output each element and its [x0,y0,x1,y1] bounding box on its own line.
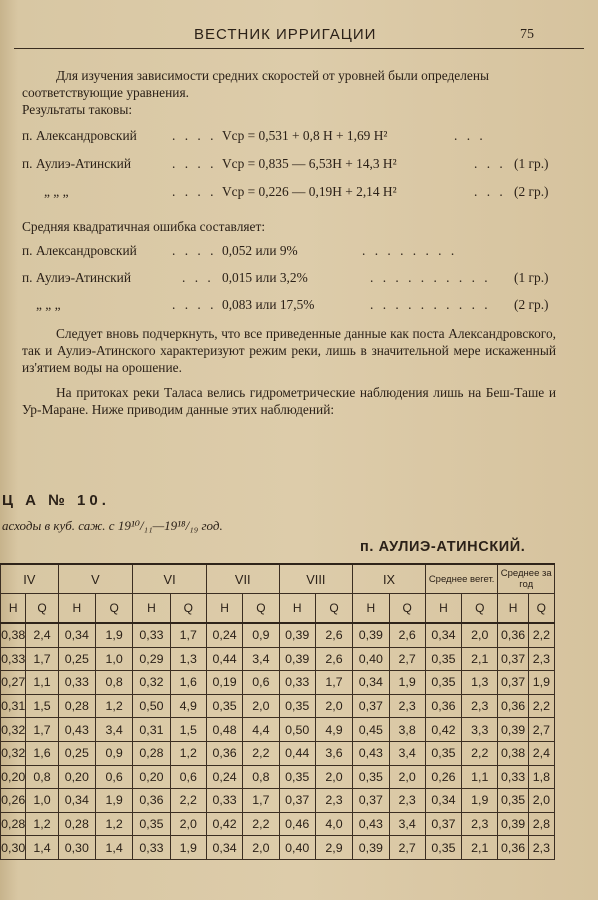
q-value-cell: 1,0 [95,647,132,671]
table-caption: асходы в куб. саж. с 19¹⁰/₁₁—19¹⁸/₁₉ год. [2,518,223,533]
h-column-header: H [133,594,170,624]
q-value-cell: 2,8 [528,812,554,836]
h-value-cell: 0,38 [1,623,26,647]
table-row [1,623,555,647]
q-value-cell: 2,0 [389,765,425,789]
h-value-cell: 0,37 [498,671,528,695]
h-value-cell: 0,39 [353,623,389,647]
q-value-cell: 1,2 [170,741,206,765]
h-value-cell: 0,35 [279,765,315,789]
equation-dots: . . . . [172,184,217,199]
h-value-cell: 0,31 [133,718,170,742]
q-value-cell: 2,1 [462,647,498,671]
equation-formula: Vср = 0,835 — 6,53H + 14,3 H² [222,156,397,171]
discharge-table [0,563,555,860]
h-value-cell: 0,36 [206,741,242,765]
h-column-header: H [498,594,528,624]
q-column-header: Q [462,594,498,624]
q-value-cell: 1,7 [170,623,206,647]
q-value-cell: 2,7 [389,836,425,860]
h-value-cell: 0,32 [133,671,170,695]
q-value-cell: 2,4 [528,741,554,765]
month-header: V [58,564,133,594]
h-value-cell: 0,42 [206,812,242,836]
h-value-cell: 0,39 [498,812,528,836]
equation-row [22,128,562,146]
q-value-cell: 0,6 [243,671,279,695]
h-value-cell: 0,27 [1,671,26,695]
q-value-cell: 2,2 [462,741,498,765]
q-value-cell: 1,9 [389,671,425,695]
q-value-cell: 1,2 [26,812,58,836]
h-value-cell: 0,25 [58,647,95,671]
equation-tail: . . . [454,128,486,143]
q-value-cell: 1,4 [26,836,58,860]
q-value-cell: 1,2 [95,812,132,836]
equation-tail: . . . [474,184,506,199]
h-value-cell: 0,30 [1,836,26,860]
h-value-cell: 0,39 [353,836,389,860]
h-value-cell: 0,35 [425,647,461,671]
h-column-header: H [58,594,95,624]
table-row [1,671,555,695]
h-value-cell: 0,50 [279,718,315,742]
h-value-cell: 0,33 [279,671,315,695]
q-value-cell: 3,4 [389,741,425,765]
h-value-cell: 0,34 [58,623,95,647]
h-value-cell: 0,44 [206,647,242,671]
month-header: Среднее вегет. [425,564,498,594]
h-value-cell: 0,44 [279,741,315,765]
q-value-cell: 3,4 [243,647,279,671]
table-row [1,765,555,789]
h-value-cell: 0,37 [353,789,389,813]
q-value-cell: 3,3 [462,718,498,742]
h-value-cell: 0,37 [353,694,389,718]
month-header: VII [206,564,279,594]
error-group: (2 гр.) [514,297,549,312]
month-header: Среднее за год [498,564,555,594]
h-value-cell: 0,37 [279,789,315,813]
q-value-cell: 1,9 [462,789,498,813]
q-value-cell: 1,9 [95,789,132,813]
h-value-cell: 0,34 [353,671,389,695]
q-column-header: Q [95,594,132,624]
h-value-cell: 0,38 [498,741,528,765]
q-value-cell: 2,0 [528,789,554,813]
q-value-cell: 2,0 [243,836,279,860]
table-row [1,836,555,860]
h-value-cell: 0,28 [58,694,95,718]
h-value-cell: 0,36 [133,789,170,813]
q-value-cell: 2,3 [528,836,554,860]
intro-line-1: Для изучения зависимости средних скоростей от уровней были определены [56,68,490,83]
q-value-cell: 2,0 [315,765,352,789]
h-value-cell: 0,35 [279,694,315,718]
month-header: IX [353,564,426,594]
error-value: 0,052 или 9% [222,243,298,258]
q-value-cell: 0,9 [243,623,279,647]
h-value-cell: 0,30 [58,836,95,860]
q-column-header: Q [528,594,554,624]
h-value-cell: 0,35 [425,671,461,695]
q-value-cell: 1,1 [462,765,498,789]
q-value-cell: 1,0 [26,789,58,813]
equation-formula: Vср = 0,226 — 0,19H + 2,14 H² [222,184,397,199]
q-column-header: Q [170,594,206,624]
q-value-cell: 2,3 [389,694,425,718]
q-value-cell: 0,6 [170,765,206,789]
q-value-cell: 3,6 [315,741,352,765]
table-row [1,741,555,765]
error-row [22,297,562,315]
h-value-cell: 0,19 [206,671,242,695]
q-value-cell: 1,4 [95,836,132,860]
q-column-header: Q [243,594,279,624]
h-value-cell: 0,32 [1,718,26,742]
error-dots: . . . [182,270,214,285]
h-value-cell: 0,50 [133,694,170,718]
error-station: п. Александровский [22,243,137,258]
h-value-cell: 0,34 [425,623,461,647]
q-value-cell: 0,9 [95,741,132,765]
h-value-cell: 0,42 [425,718,461,742]
q-value-cell: 2,6 [315,647,352,671]
q-value-cell: 1,6 [170,671,206,695]
q-value-cell: 2,3 [315,789,352,813]
h-value-cell: 0,35 [353,765,389,789]
h-value-cell: 0,43 [58,718,95,742]
table-number: Ц А № 10. [2,492,110,509]
q-value-cell: 2,3 [389,789,425,813]
q-value-cell: 0,8 [243,765,279,789]
error-dots: . . . . [172,243,217,258]
q-value-cell: 3,8 [389,718,425,742]
q-value-cell: 4,9 [315,718,352,742]
q-value-cell: 1,5 [170,718,206,742]
h-value-cell: 0,33 [133,623,170,647]
h-value-cell: 0,33 [498,765,528,789]
q-value-cell: 1,7 [315,671,352,695]
h-value-cell: 0,48 [206,718,242,742]
h-value-cell: 0,36 [498,836,528,860]
q-value-cell: 3,4 [389,812,425,836]
q-value-cell: 1,9 [95,623,132,647]
h-value-cell: 0,35 [498,789,528,813]
q-value-cell: 1,3 [462,671,498,695]
h-value-cell: 0,46 [279,812,315,836]
table-row [1,647,555,671]
error-tail: . . . . . . . . . . [370,297,491,312]
q-value-cell: 2,2 [170,789,206,813]
equation-dots: . . . . [172,156,217,171]
h-value-cell: 0,35 [206,694,242,718]
h-column-header: H [353,594,389,624]
h-value-cell: 0,33 [206,789,242,813]
h-value-cell: 0,36 [425,694,461,718]
h-value-cell: 0,32 [1,741,26,765]
q-value-cell: 1,2 [95,694,132,718]
page-number: 75 [520,27,534,42]
h-value-cell: 0,39 [498,718,528,742]
h-value-cell: 0,24 [206,623,242,647]
intro-line-2: соответствующие уравнения. [22,85,189,100]
q-value-cell: 3,4 [95,718,132,742]
q-column-header: Q [389,594,425,624]
paragraph-2: На притоках реки Таласа велись гидрометрические наблюдения лишь на Беш-Таше и Ур-Маране. Ниже приводим данные этих наблюдений: [22,385,556,417]
table-row [1,718,555,742]
h-value-cell: 0,36 [498,694,528,718]
equation-station: п. Александровский [22,128,137,143]
h-value-cell: 0,34 [58,789,95,813]
h-value-cell: 0,35 [425,836,461,860]
h-value-cell: 0,37 [498,647,528,671]
q-value-cell: 4,4 [243,718,279,742]
q-value-cell: 4,0 [315,812,352,836]
q-value-cell: 2,2 [243,812,279,836]
q-value-cell: 2,0 [462,623,498,647]
h-value-cell: 0,26 [1,789,26,813]
q-value-cell: 2,9 [315,836,352,860]
h-value-cell: 0,40 [279,836,315,860]
q-value-cell: 2,1 [462,836,498,860]
q-value-cell: 2,3 [528,647,554,671]
q-value-cell: 1,9 [170,836,206,860]
error-row [22,243,562,261]
h-value-cell: 0,43 [353,812,389,836]
error-station: п. Аулиэ-Атинский [22,270,131,285]
q-column-header: Q [26,594,58,624]
h-value-cell: 0,39 [279,647,315,671]
equation-station: „ „ „ [44,184,69,199]
q-value-cell: 2,0 [243,694,279,718]
running-header [14,24,584,49]
q-value-cell: 2,0 [315,694,352,718]
h-value-cell: 0,34 [425,789,461,813]
h-column-header: H [206,594,242,624]
h-value-cell: 0,28 [58,812,95,836]
q-value-cell: 2,7 [528,718,554,742]
h-value-cell: 0,37 [425,812,461,836]
h-value-cell: 0,33 [133,836,170,860]
equation-dots: . . . . [172,128,217,143]
q-value-cell: 1,7 [26,718,58,742]
paragraph-1: Следует вновь подчеркнуть, что все приведенные данные как поста Александровского, так и Аулиэ-Атинского характеризуют режим реки, лишь в значительной мере искаженный из'ятием воды на орошение. [22,326,556,375]
h-value-cell: 0,26 [425,765,461,789]
q-value-cell: 1,5 [26,694,58,718]
h-value-cell: 0,28 [133,741,170,765]
equation-tail: . . . [474,156,506,171]
h-column-header: H [1,594,26,624]
table-row [1,789,555,813]
h-value-cell: 0,34 [206,836,242,860]
table-row [1,694,555,718]
error-tail: . . . . . . . . . . [370,270,491,285]
error-dots: . . . . [172,297,217,312]
q-column-header: Q [315,594,352,624]
month-header: VI [133,564,207,594]
q-value-cell: 1,1 [26,671,58,695]
equation-row [22,184,562,202]
error-row [22,270,562,288]
h-value-cell: 0,35 [133,812,170,836]
q-value-cell: 1,9 [528,671,554,695]
h-value-cell: 0,43 [353,741,389,765]
h-column-header: H [425,594,461,624]
h-value-cell: 0,29 [133,647,170,671]
h-value-cell: 0,25 [58,741,95,765]
month-header: IV [1,564,59,594]
q-value-cell: 1,7 [26,647,58,671]
results-label: Результаты таковы: [22,102,133,117]
error-group: (1 гр.) [514,270,549,285]
q-value-cell: 0,8 [95,671,132,695]
h-value-cell: 0,33 [1,647,26,671]
h-value-cell: 0,20 [58,765,95,789]
q-value-cell: 4,9 [170,694,206,718]
q-value-cell: 0,6 [95,765,132,789]
q-value-cell: 2,6 [315,623,352,647]
equation-group: (1 гр.) [514,156,549,171]
journal-title: ВЕСТНИК ИРРИГАЦИИ [194,26,377,43]
equation-row [22,156,562,174]
q-value-cell: 0,8 [26,765,58,789]
h-value-cell: 0,45 [353,718,389,742]
month-header: VIII [279,564,353,594]
q-value-cell: 1,6 [26,741,58,765]
q-value-cell: 2,7 [389,647,425,671]
h-value-cell: 0,24 [206,765,242,789]
q-value-cell: 2,2 [243,741,279,765]
q-value-cell: 2,0 [170,812,206,836]
q-value-cell: 2,2 [528,694,554,718]
error-value: 0,015 или 3,2% [222,270,308,285]
h-value-cell: 0,40 [353,647,389,671]
q-value-cell: 1,3 [170,647,206,671]
h-value-cell: 0,33 [58,671,95,695]
error-value: 0,083 или 17,5% [222,297,315,312]
equation-station: п. Аулиэ-Атинский [22,156,131,171]
h-value-cell: 0,39 [279,623,315,647]
q-value-cell: 2,6 [389,623,425,647]
error-station: „ „ „ [36,297,61,312]
equation-group: (2 гр.) [514,184,549,199]
h-value-cell: 0,28 [1,812,26,836]
q-value-cell: 2,3 [462,694,498,718]
equation-formula: Vср = 0,531 + 0,8 H + 1,69 H² [222,128,388,143]
q-value-cell: 2,2 [528,623,554,647]
h-value-cell: 0,20 [1,765,26,789]
q-value-cell: 1,7 [243,789,279,813]
q-value-cell: 2,4 [26,623,58,647]
error-heading: Средняя квадратичная ошибка составляет: [22,219,266,234]
q-value-cell: 1,8 [528,765,554,789]
error-tail: . . . . . . . . [362,243,458,258]
table-row [1,812,555,836]
h-value-cell: 0,36 [498,623,528,647]
h-value-cell: 0,31 [1,694,26,718]
h-value-cell: 0,35 [425,741,461,765]
station-title: п. АУЛИЭ-АТИНСКИЙ. [360,539,526,555]
h-column-header: H [279,594,315,624]
q-value-cell: 2,3 [462,812,498,836]
h-value-cell: 0,20 [133,765,170,789]
